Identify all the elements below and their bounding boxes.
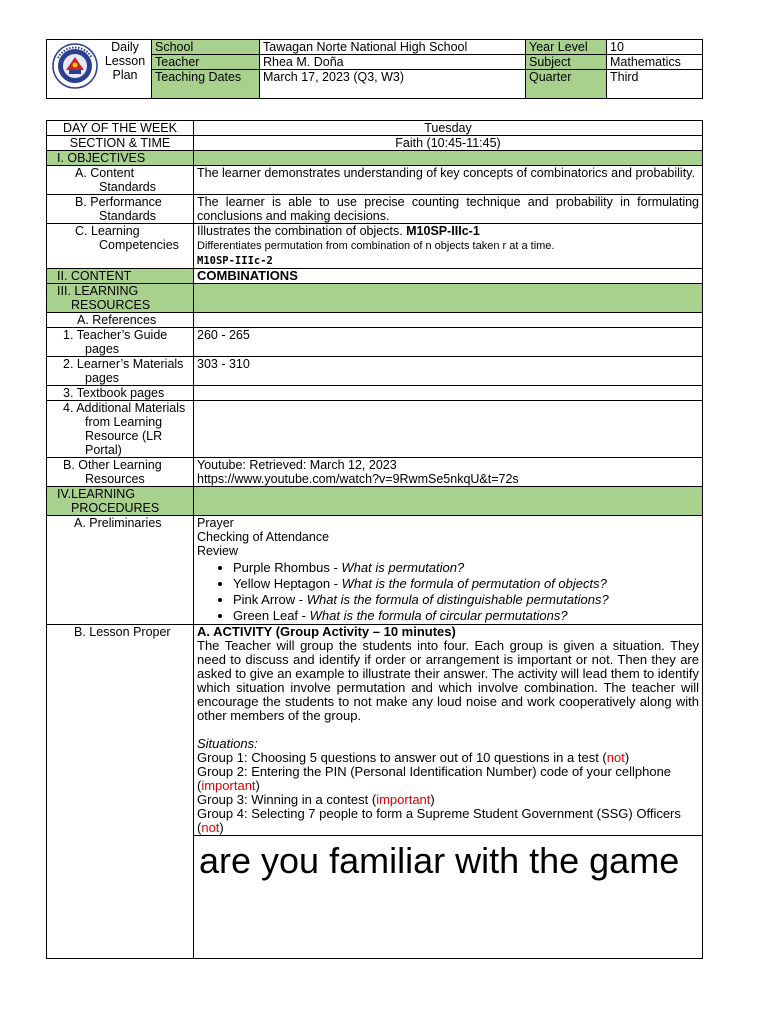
competency-1-text: Illustrates the combination of objects. <box>197 224 407 238</box>
attendance-line: Checking of Attendance <box>197 530 330 544</box>
learning-resources-empty <box>194 284 703 313</box>
learning-competencies-value <box>194 224 703 269</box>
preliminaries-value <box>194 516 703 625</box>
header-table <box>46 39 703 99</box>
activity-title: A. ACTIVITY (Group Activity – 10 minutes) <box>197 624 456 639</box>
school-value: Tawagan Norte National High School <box>260 40 526 55</box>
youtube-link[interactable]: https://www.youtube.com/watch?v=9RwmSe5nkqU&t=72s <box>197 472 519 486</box>
content-standards-label: A. Content Standards <box>47 166 194 195</box>
additional-materials-value <box>194 401 703 458</box>
learning-procedures-empty <box>194 487 703 516</box>
day-value: Tuesday <box>194 121 703 136</box>
preliminaries-label: A. Preliminaries <box>47 516 194 625</box>
situation-item: Group 3: Winning in a contest (important) <box>197 792 435 807</box>
performance-standards-value: The learner is able to use precise counting technique and probability in formulating conclusions and making decisions. <box>194 195 703 224</box>
teacher-label: Teacher <box>152 55 260 70</box>
lesson-plan-table <box>46 120 703 959</box>
performance-standards-label: B. Performance Standards <box>47 195 194 224</box>
learning-procedures-heading: IV.LEARNING PROCEDURES <box>47 487 194 516</box>
content-heading: II. CONTENT <box>47 269 194 284</box>
lesson-proper-label: B. Lesson Proper <box>47 625 194 959</box>
other-resources-label: B. Other Learning Resources <box>47 458 194 487</box>
teachers-guide-value: 260 - 265 <box>194 328 703 357</box>
youtube-retrieved: Youtube: Retrieved: March 12, 2023 <box>197 458 397 472</box>
quarter-value: Third <box>607 70 703 99</box>
references-empty <box>194 313 703 328</box>
references-label: A. References <box>47 313 194 328</box>
situation-item: Group 2: Entering the PIN (Personal Identification Number) code of your cellphone (important) <box>197 764 672 793</box>
activity-text: The Teacher will group the students into four. Each group is given a situation. They need to discuss and identify if order or arrangement is important or not. Then they are asked to give an example to illustrate their answer. The activity will lead them to identify which situation involve permutation and which involve combination. The teacher will encourage the students to not make any loud noise and work cooperatively along with other members of the group. <box>197 638 699 723</box>
learning-competencies-label: C. Learning Competencies <box>47 224 194 269</box>
review-item: • Green Leaf - What is the formula of circular permutations? <box>233 608 699 624</box>
daily-lesson-plan-title: Daily Lesson Plan <box>104 40 146 82</box>
competency-2-code: M10SP-IIIc-2 <box>197 255 273 267</box>
situation-item: Group 4: Selecting 7 people to form a Supreme Student Government (SSG) Officers (not) <box>197 806 681 835</box>
review-item: • Yellow Heptagon - What is the formula of permutation of objects? <box>233 576 699 592</box>
review-line: Review <box>197 544 238 558</box>
competency-2-text: Differentiates permutation from combination of n objects taken r at a time. <box>197 240 555 252</box>
teaching-dates-label: Teaching Dates <box>152 70 260 99</box>
section-value: Faith (10:45-11:45) <box>194 136 703 151</box>
subject-label: Subject <box>526 55 607 70</box>
teachers-guide-label: 1. Teacher’s Guide pages <box>47 328 194 357</box>
content-value: COMBINATIONS <box>194 269 703 284</box>
teacher-value: Rhea M. Doña <box>260 55 526 70</box>
lesson-proper-value <box>194 625 703 836</box>
school-label: School <box>152 40 260 55</box>
learners-materials-value: 303 - 310 <box>194 357 703 386</box>
review-item: • Pink Arrow - What is the formula of distinguishable permutations? <box>233 592 699 608</box>
learners-materials-label: 2. Learner’s Materials pages <box>47 357 194 386</box>
additional-materials-label: 4. Additional Materials from Learning Resource (LR Portal) <box>47 401 194 458</box>
objectives-empty <box>194 151 703 166</box>
content-standards-value: The learner demonstrates understanding of key concepts of combinatorics and probability. <box>194 166 703 195</box>
section-label: SECTION & TIME <box>47 136 194 151</box>
review-item: • Purple Rhombus - What is permutation? <box>233 560 699 576</box>
quarter-label: Quarter <box>526 70 607 99</box>
competency-1-code: M10SP-IIIc-1 <box>406 224 480 238</box>
learning-resources-heading: III. LEARNING RESOURCES <box>47 284 194 313</box>
objectives-heading: I. OBJECTIVES <box>47 151 194 166</box>
year-level-label: Year Level <box>526 40 607 55</box>
other-resources-value <box>194 458 703 487</box>
subject-value: Mathematics <box>607 55 703 70</box>
game-question-text: are you familiar with the game <box>194 836 703 959</box>
year-level-value: 10 <box>607 40 703 55</box>
teaching-dates-value: March 17, 2023 (Q3, W3) <box>260 70 526 99</box>
deped-seal-icon <box>52 43 98 89</box>
textbook-pages-value <box>194 386 703 401</box>
situations-label: Situations: <box>197 736 258 751</box>
situation-item: Group 1: Choosing 5 questions to answer out of 10 questions in a test (not) <box>197 750 630 765</box>
logo-cell <box>47 40 152 99</box>
prayer-line: Prayer <box>197 516 234 530</box>
review-list <box>197 560 699 624</box>
textbook-pages-label: 3. Textbook pages <box>47 386 194 401</box>
day-label: DAY OF THE WEEK <box>47 121 194 136</box>
